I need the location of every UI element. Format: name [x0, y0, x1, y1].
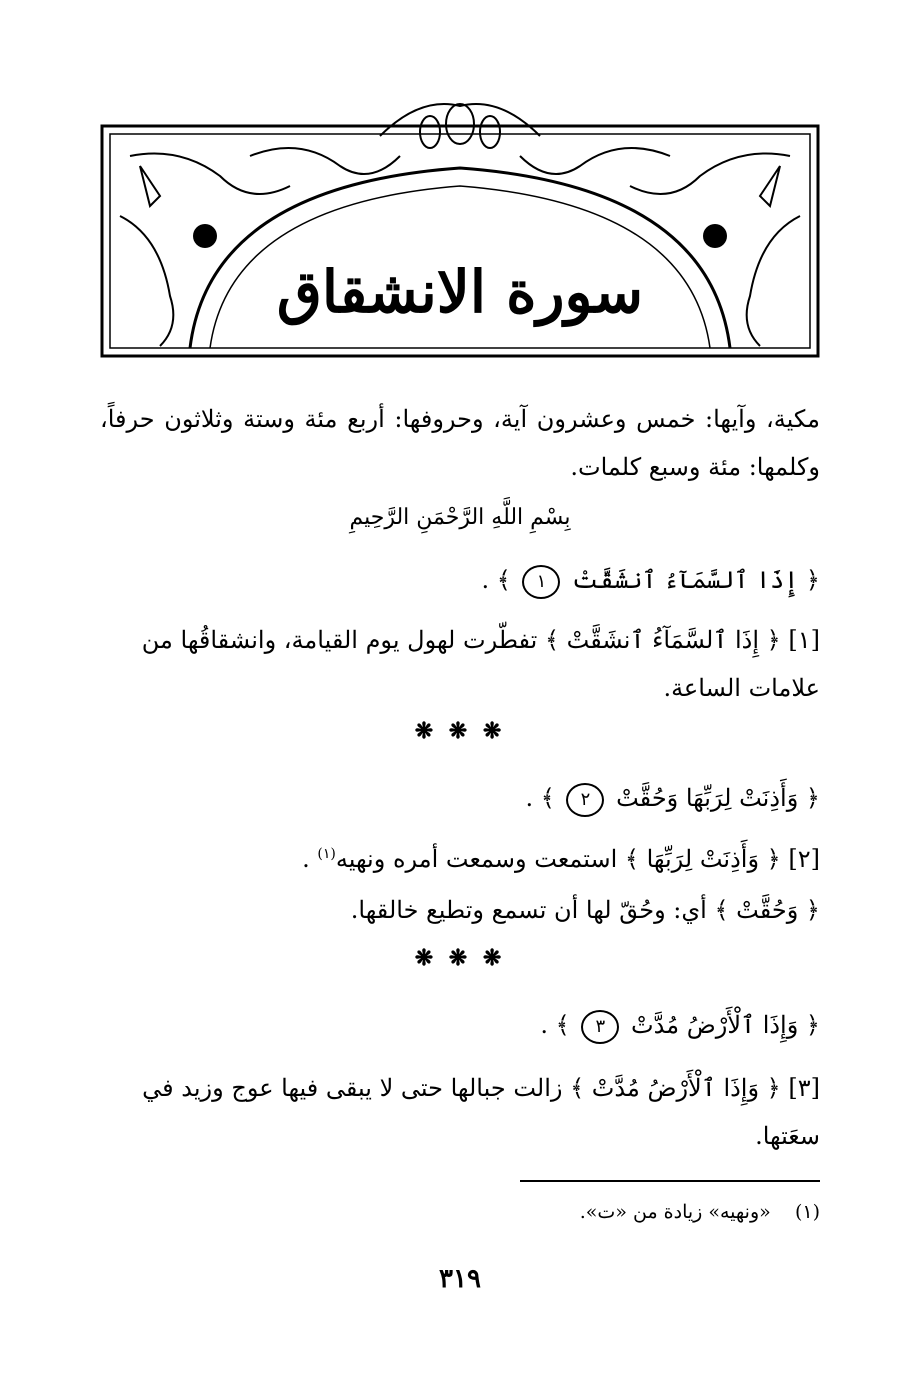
- commentary-paragraph: [١] ﴿ إِذَا ٱلسَّمَآءُ ٱنشَقَّتْ ﴾ تفطّرت لهول يوم القيامة، وانشقاقُها من علامات الساعة.: [141, 626, 820, 702]
- commentary-text: [٢] ﴿ وَأَذِنَتْ لِرَبِّهَا ﴾ استمعت وسمعت أمره ونهيه: [335, 845, 820, 873]
- verse-end: ﴾ .: [525, 784, 555, 812]
- ayah-number-marker: ٣: [581, 1010, 619, 1044]
- verse-end: ﴾ .: [540, 1011, 570, 1039]
- section-separator: ❋ ❋ ❋: [414, 945, 506, 971]
- commentary-paragraph: [٣] ﴿ وَإِذَا ٱلْأَرْضُ مُدَّتْ ﴾ زالت جبالها حتى لا يبقى فيها عوج وزيد في سعَتها.: [142, 1074, 820, 1150]
- surah-intro: مكية، وآيها: خمس وعشرون آية، وحروفها: أربع مئة وستة وثلاثون حرفاً، وكلمها: مئة وسبع كلمات.: [100, 405, 820, 481]
- footnote-text: «ونهيه» زيادة من «ت».: [579, 1201, 771, 1223]
- verse-text: ﴿ وَأَذِنَتْ لِرَبِّهَا وَحُقَّتْ: [616, 784, 820, 812]
- footnote: [100, 1196, 820, 1228]
- verse-line: [100, 1005, 820, 1045]
- commentary-tail: .: [302, 845, 318, 873]
- commentary-paragraph: ﴿ وَحُقَّتْ ﴾ أي: وحُقّ لها أن تسمع وتطيع خالقها.: [350, 896, 820, 924]
- page-number: ٣١٩: [439, 1264, 481, 1294]
- ayah-number-marker: ١: [522, 565, 560, 599]
- verse-end: ﴾ .: [481, 566, 511, 594]
- section-separator: ❋ ❋ ❋: [414, 718, 506, 744]
- commentary-paragraph: [100, 834, 820, 879]
- ayah-number-marker: ٢: [566, 783, 604, 817]
- footnote-marker: (١): [794, 1201, 820, 1223]
- footnote-divider: [520, 1180, 820, 1182]
- surah-title: سورة الانشقاق: [276, 258, 644, 326]
- basmala: بِسْمِ اللَّهِ الرَّحْمَنِ الرَّحِيمِ: [349, 505, 571, 530]
- footnote-ref: (١): [317, 846, 336, 862]
- verse-text: ﴿ وَإِذَا ٱلْأَرْضُ مُدَّتْ: [631, 1011, 820, 1039]
- verse-text: ﴿ إِذَا ٱلسَّمَآءُ ٱنشَقَّتْ: [572, 566, 820, 594]
- verse-line: [100, 560, 820, 600]
- verse-line: [100, 778, 820, 818]
